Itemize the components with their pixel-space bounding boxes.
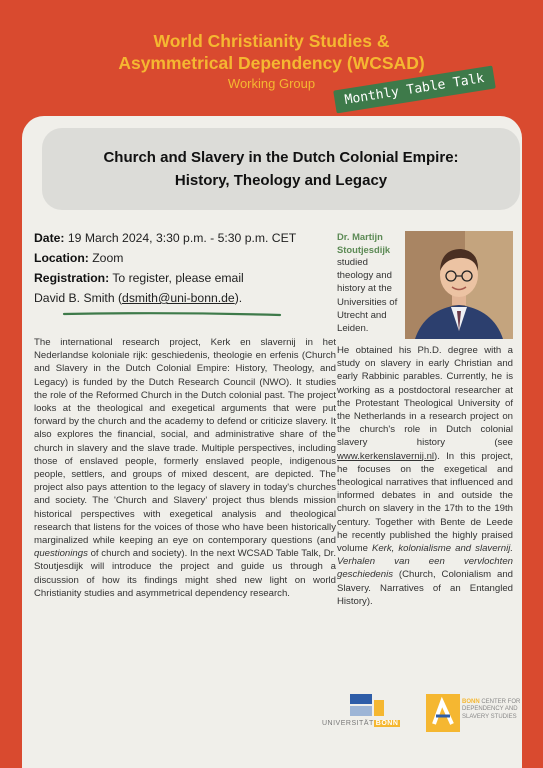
content-panel: [22, 116, 522, 768]
registration-row: [34, 268, 334, 288]
bcdss-text: [462, 699, 532, 721]
uni-bonn-text: [322, 720, 400, 727]
registration-label: Registration:: [34, 271, 110, 285]
talk-title-box: [42, 128, 520, 210]
talk-title: [83, 146, 478, 192]
abstract-text-end: of church and society). In the next WCSAD Table Talk, Dr. Stoutjesdijk will introduce the project and guide us through a discussion of how its findings might shed new light on world Christianity studies and asymmetrical dependency research.: [34, 548, 336, 599]
contact-end: ).: [234, 291, 243, 305]
project-website-link[interactable]: www.kerkenslavernij.nl: [337, 450, 435, 462]
sponsor-logos: [322, 694, 522, 734]
header-title-line2: Asymmetrical Dependency (WCSAD): [118, 53, 425, 73]
date-label: Date:: [34, 231, 65, 245]
divider-stroke: [62, 311, 282, 317]
bio-long-c: (Church, Colonialism and Slavery. Narratives of an Entangled History).: [337, 569, 513, 607]
speaker-photo: [405, 231, 513, 339]
abstract-italic: questionings: [34, 548, 88, 560]
book-title: Kerk, kolonialisme and slavernij. Verhalen van een vervlochten geschiedenis: [337, 543, 513, 581]
abstract-text: The international research project, Kerk en slavernij in het Nederlandse koloniale rijk: geschiedenis, theologie en erfenis (Church and Slavery in the Dutch Colonial Empire: History, Theology, and Legacy) is funded by the Dutch Research Council (NWO). It studies the role of the Reformed Church in the Dutch colonial past. The project looks at the theological and exegetical arguments that were put forward by the church and the academy to defend or criticize slavery. It also explores the financial, social, and administrative share of the church in slavery and the slave trade. Multiple perspectives, including those of enslaved people, formerly enslaved people, indigenous people, settlers, and groups of mixed descent, are depicted. The project also pays attention to the legacy of slavery in today's churches and society. The 'Church and Slavery' project thus blends mission historical perspectives with exegetical analysis and theological research that listens for the voices of those who have been historically marginalized while keeping an eye on contemporary questions (and: [34, 337, 336, 547]
registration-value: To register, please email: [109, 271, 244, 285]
header-title-line1: World Christianity Studies &: [153, 31, 390, 51]
bcdss-rest: CENTER FOR DEPENDENCY AND SLAVERY STUDIES: [462, 699, 521, 720]
event-info: [34, 228, 334, 308]
contact-name: David B. Smith (: [34, 291, 123, 305]
location-value: Zoom: [88, 251, 124, 265]
date-row: [34, 228, 334, 248]
header-subtitle: Working Group: [227, 76, 316, 91]
talk-title-line1: Church and Slavery in the Dutch Colonial Empire:: [103, 149, 459, 166]
date-value: 19 March 2024, 3:30 p.m. - 5:30 p.m. CET: [64, 231, 297, 245]
contact-email-link[interactable]: dsmith@uni-bonn.de: [122, 291, 235, 305]
uni-bonn-mark-icon: [350, 694, 410, 718]
bio-long-a: He obtained his Ph.D. degree with a study on slavery in early Christian and early Rabbinic parables. Currently, he is working as a postdoctoral researcher at the Protestant Theological University of the Netherlands in a research project on the church's role in Dutch colonial slavery history (see: [337, 345, 513, 449]
bcdss-bonn: BONN: [462, 699, 480, 705]
uni-bonn-word: BONN: [375, 720, 399, 727]
bio-long-b: ). In this project, he focuses on the exegetical and theological narratives that influenced and informed debates in and outside the church on slavery in the 17th to the 19th century. Together with Bente de Leede he recently published the highly praised volume: [337, 450, 513, 555]
speaker-bio-short: studied theology and history at the Universities of Utrecht and Leiden.: [337, 257, 398, 335]
bcdss-mark-icon: [426, 694, 460, 732]
talk-title-line2: History, Theology and Legacy: [174, 172, 388, 189]
contact-row: [34, 288, 334, 308]
monthly-table-talk-badge: Monthly Table Talk: [333, 66, 496, 114]
location-row: [34, 248, 334, 268]
speaker-bio-long: [337, 344, 513, 608]
speaker-name: Dr. Martijn Stoutjesdijk: [337, 231, 391, 255]
universitaet-bonn-logo: [322, 694, 402, 734]
location-label: Location:: [34, 251, 89, 265]
uni-text: UNIVERSITÄT: [322, 720, 374, 727]
project-abstract: [34, 336, 336, 600]
